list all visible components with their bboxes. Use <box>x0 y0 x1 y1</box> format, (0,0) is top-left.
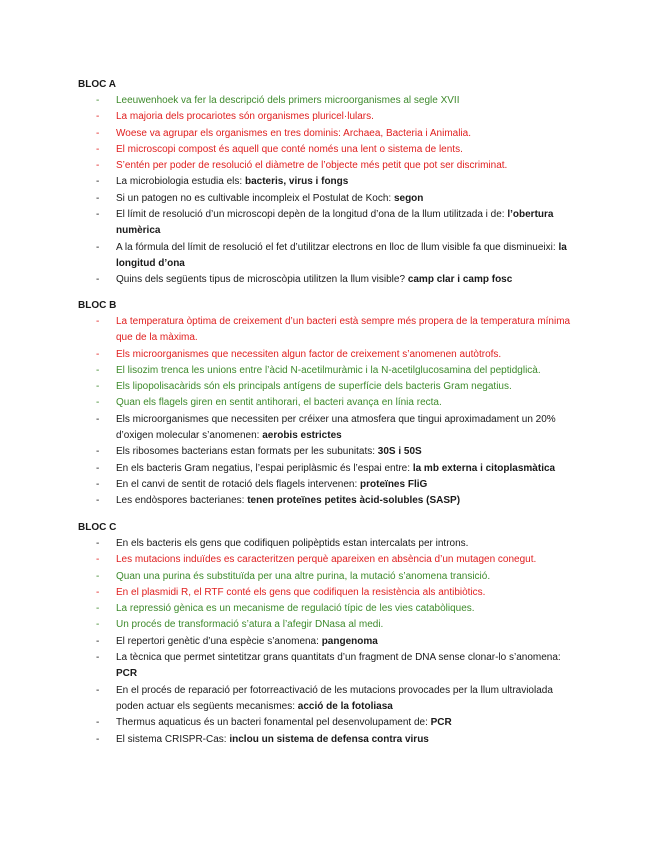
statement-item-green <box>78 93 578 109</box>
item-text: Les endòspores bacterianes: <box>116 495 248 507</box>
item-text: Thermus aquaticus és un bacteri fonamental pel desenvolupament de: <box>116 717 431 729</box>
item-answer: PCR <box>116 668 138 680</box>
statement-item-red <box>78 552 578 568</box>
item-text: A la fórmula del límit de resolució el fet d’utilitzar electrons en lloc de llum visible fa que disminueixi: <box>116 241 559 253</box>
item-text: Quan els flagels giren en sentit antihorari, el bacteri avança en línia recta. <box>116 397 442 409</box>
item-text: Els lipopolisacàrids són els principals antígens de superfície dels bacteris Gram negatius. <box>116 381 512 393</box>
item-text: Quan una purina és substituïda per una altre purina, la mutació s’anomena transició. <box>116 570 491 582</box>
item-answer: aerobis estrictes <box>262 430 342 442</box>
item-text: En els bacteris els gens que codifiquen polipèptids estan intercalats per introns. <box>116 538 469 549</box>
question-item <box>78 536 578 552</box>
item-text: El repertori genètic d’una espècie s’anomena: <box>116 635 322 647</box>
question-item <box>78 715 578 731</box>
question-item <box>78 412 578 445</box>
bloc-c-heading: BLOC C <box>78 522 117 533</box>
item-answer: inclou un sistema de defensa contra virus <box>229 733 429 745</box>
question-item <box>78 240 578 273</box>
statement-item-red <box>78 142 578 158</box>
item-text: En el plasmidi R, el RTF conté els gens que codifiquen la resistència als antibiòtics. <box>116 586 486 598</box>
question-item <box>78 207 578 240</box>
statement-item-green <box>78 601 578 617</box>
item-text: El lisozim trenca les unions entre l’àcid N-acetilmuràmic i la N-acetilglucosamina del peptidglicà. <box>116 364 541 376</box>
bloc-c-list <box>78 536 578 748</box>
item-answer: 30S i 50S <box>377 446 422 458</box>
item-answer: acció de la fotoliasa <box>297 700 393 712</box>
item-text: En els bacteris Gram negatius, l’espai periplàsmic és l’espai entre: <box>116 462 413 474</box>
item-answer: la longitud d’ona <box>116 241 567 269</box>
statement-item-red <box>78 126 578 142</box>
item-answer: l’obertura numèrica <box>116 209 554 237</box>
statement-item-green <box>78 569 578 585</box>
item-text: Els microorganismes que necessiten algun factor de creixement s’anomenen autòtrofs. <box>116 348 502 360</box>
item-answer: pangenoma <box>321 635 378 647</box>
question-item <box>78 634 578 650</box>
item-answer: camp clar i camp fosc <box>407 274 513 286</box>
item-text: Un procés de transformació s’atura a l’afegir DNasa al medi. <box>116 619 384 631</box>
item-text: S’entén per poder de resolució el diàmetre de l’objecte més petit que pot ser discriminat. <box>116 160 508 172</box>
item-text: En el procés de reparació per fotorreactivació de les mutacions provocades per la llum ultraviolada poden actuar els següents mecanismes: <box>116 684 553 712</box>
item-text: El sistema CRISPR-Cas: <box>116 733 230 745</box>
item-text: Woese va agrupar els organismes en tres dominis: Archaea, Bacteria i Animalia. <box>116 127 471 139</box>
item-answer: segon <box>393 192 424 204</box>
question-item <box>78 174 578 190</box>
bloc-b-list <box>78 314 578 510</box>
bloc-a-list <box>78 93 578 289</box>
statement-item-red <box>78 314 578 347</box>
item-text: Quins dels següents tipus de microscòpia utilitzen la llum visible? <box>116 274 408 286</box>
item-answer: PCR <box>430 717 452 729</box>
item-text: Els ribosomes bacterians estan formats per les subunitats: <box>116 446 378 458</box>
question-item <box>78 444 578 460</box>
item-text: El microscopi compost és aquell que conté només una lent o sistema de lents. <box>116 143 463 155</box>
statement-item-green <box>78 395 578 411</box>
question-item <box>78 683 578 716</box>
bloc-a-heading: BLOC A <box>78 79 116 90</box>
bloc-b-section <box>78 298 578 510</box>
item-text: La temperatura òptima de creixement d’un bacteri està sempre més propera de la temperatura mínima que de la màxima. <box>116 316 571 344</box>
question-item <box>78 272 578 288</box>
question-item <box>78 461 578 477</box>
item-text: La majoria dels procariotes són organismes pluricel·lulars. <box>116 111 374 123</box>
statement-item-green <box>78 363 578 379</box>
question-item <box>78 732 578 748</box>
question-item <box>78 650 578 683</box>
question-item <box>78 191 578 207</box>
item-text: En el canvi de sentit de rotació dels flagels intervenen: <box>116 478 361 490</box>
bloc-c-section <box>78 520 578 748</box>
item-text: La microbiologia estudia els: <box>116 176 245 188</box>
statement-item-red <box>78 109 578 125</box>
statement-item-red <box>78 158 578 174</box>
question-item <box>78 493 578 509</box>
item-text: Leeuwenhoek va fer la descripció dels primers microorganismes al segle XVII <box>116 95 460 106</box>
item-text: La tècnica que permet sintetitzar grans quantitats d’un fragment de DNA sense clonar-lo s’anomena: <box>116 652 561 664</box>
item-text: La repressió gènica es un mecanisme de regulació típic de les vies catabòliques. <box>116 603 475 615</box>
bloc-a-section <box>78 77 578 289</box>
item-text: El límit de resolució d’un microscopi depèn de la longitud d’ona de la llum utilitzada i de: <box>116 209 508 221</box>
item-answer: la mb externa i citoplasmàtica <box>412 462 556 474</box>
statement-item-green <box>78 617 578 633</box>
item-answer: bacteris, virus i fongs <box>244 176 349 188</box>
question-item <box>78 477 578 493</box>
item-answer: tenen proteïnes petites àcid-solubles (SASP) <box>247 495 461 507</box>
bloc-b-heading: BLOC B <box>78 300 117 311</box>
statement-item-red <box>78 585 578 601</box>
item-text: Els microorganismes que necessiten per créixer una atmosfera que tingui aproximadament un 20% d’oxigen molecular s’anomenen: <box>116 413 556 442</box>
item-text: Si un patogen no es cultivable incompleix el Postulat de Koch: <box>116 192 394 204</box>
item-text: Les mutacions induïdes es caracteritzen perquè apareixen en absència d’un mutagen conegut. <box>116 554 537 566</box>
statement-item-green <box>78 379 578 395</box>
item-answer: proteïnes FliG <box>360 478 428 490</box>
statement-item-red <box>78 347 578 363</box>
